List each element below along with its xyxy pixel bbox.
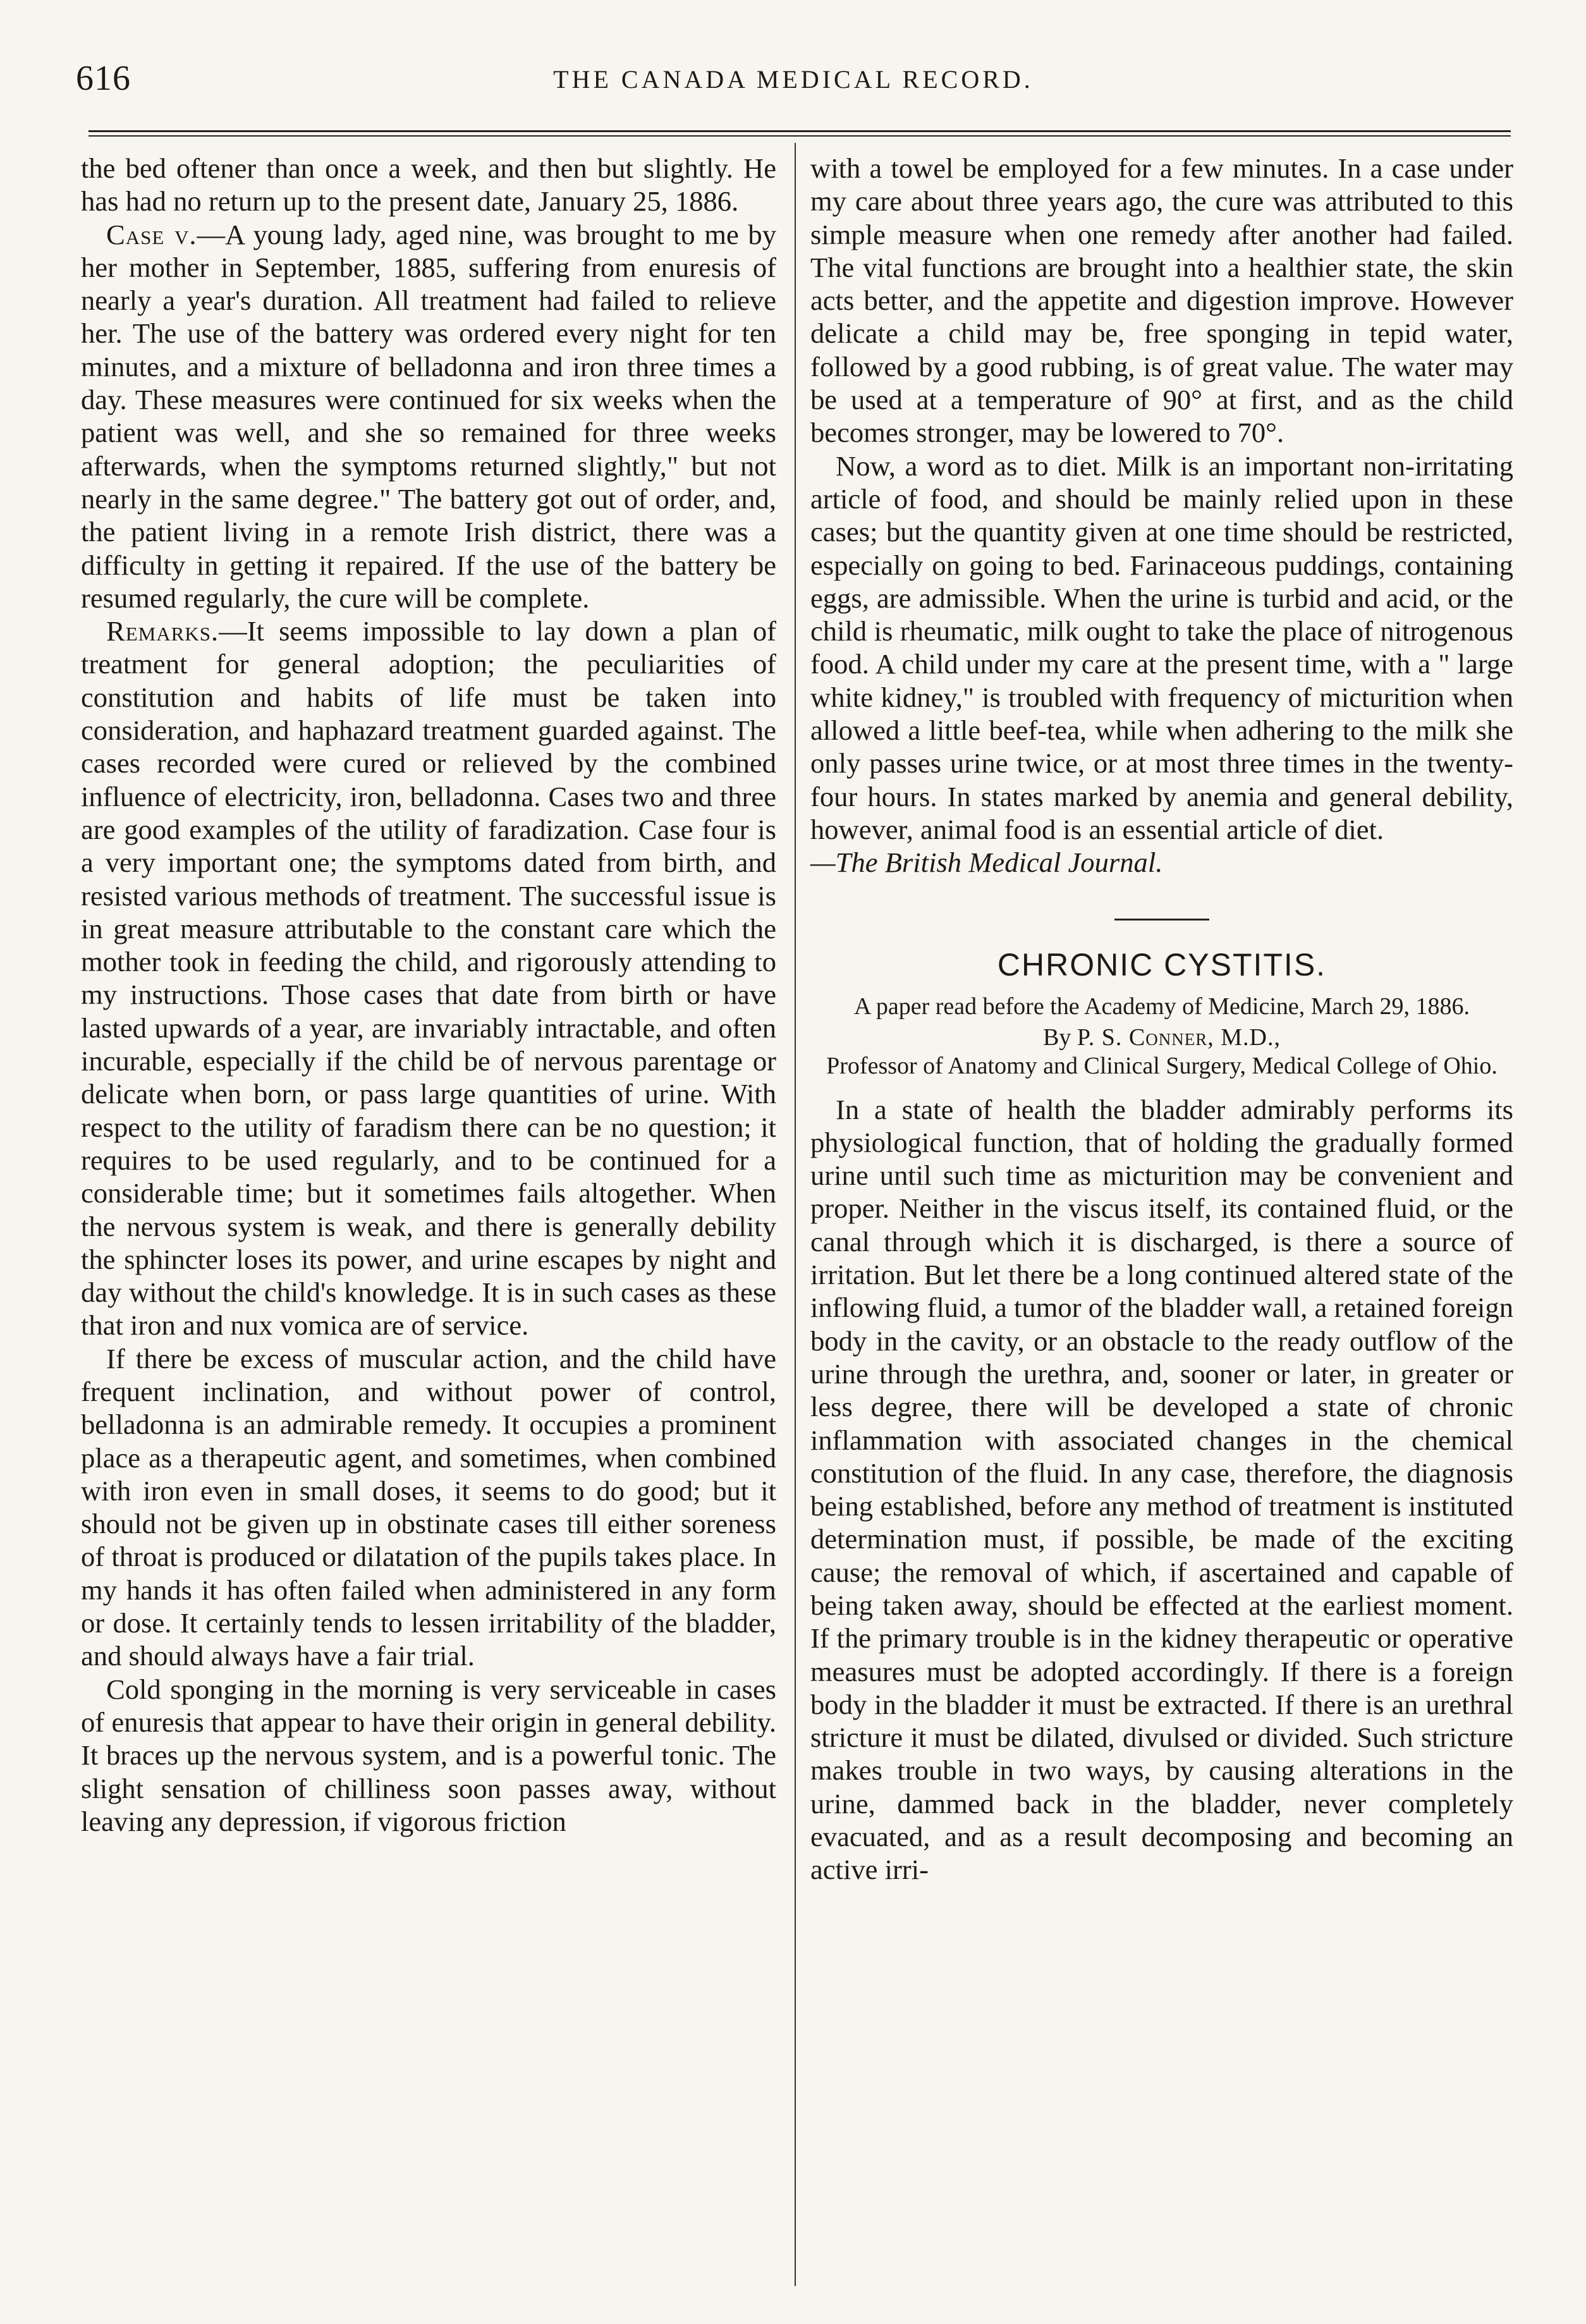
- paragraph-case-five: [81, 218, 776, 615]
- article-subtitle: A paper read before the Academy of Medicine, March 29, 1886.: [854, 993, 1470, 1020]
- remarks-label: Remarks.: [106, 615, 219, 647]
- paragraph-continuation: the bed oftener than once a week, and then but slightly. He has had no return up to the present date, January 25, 1886.: [81, 152, 776, 217]
- column-divider: [795, 143, 796, 2286]
- left-column: [81, 152, 776, 1838]
- paragraph-cystitis: In a state of health the bladder admirably performs its physiological function, that of holding the gradually formed urine until such time as micturition may be convenient and proper. Neither in the viscus itself, its contained fluid, or the canal through which it is discharged, is there a source of irritation. But let there be a long continued altered state of the inflowing fluid, a tumor of the bladder wall, a retained foreign body in the cavity, or an obstacle to the ready outflow of the urine through the urethra, and, sooner or later, in greater or less degree, there will be developed a state of chronic inflammation with associated changes in the chemical constitution of the fluid. In any case, therefore, the diagnosis being established, before any method of treatment is instituted determination must, if possible, be made of the exciting cause; the removal of which, if ascertained and capable of being taken away, should be effected at the earliest moment. If the primary trouble is in the kidney therapeutic or operative measures must be adopted accordingly. If there is a foreign body in the bladder it must be extracted. If there is an urethral stricture it must be dilated, divulsed or divided. Such stricture makes trouble in two ways, by causing alterations in the urine, dammed back in the bladder, never completely evacuated, and as a result decomposing and becoming an active irri-: [810, 1093, 1514, 1886]
- paragraph-remarks: [81, 615, 776, 1342]
- case-five-text: —A young lady, aged nine, was brought to me by her mother in September, 1885, suffering from enuresis of nearly a year's duration. All treatment had failed to relieve her. The use of the battery was ordered every night for ten minutes, and a mixture of belladonna and iron three times a day. These measures were continued for six weeks when the patient was well, and she so remained for three weeks afterwards, when the symptoms returned slightly," but not nearly in the same degree." The battery got out of order, and, the patient living in a remote Irish district, there was a difficulty in getting it repaired. If the use of the battery be resumed regularly, the cure will be complete.: [81, 218, 776, 614]
- author-affiliation: Professor of Anatomy and Clinical Surgery, Medical College of Ohio.: [826, 1052, 1498, 1079]
- case-five-label: Case v.: [106, 218, 197, 250]
- paragraph-towel: with a towel be employed for a few minutes. In a case under my care about three years ago, the cure was attributed to this simple measure when one remedy after another had failed. The vital functions are brought into a healthier state, the skin acts better, and the appetite and digestion improve. However delicate a child may be, free sponging in tepid water, followed by a good rubbing, is of great value. The water may be used at a temperature of 90° at first, and as the child becomes stronger, may be lowered to 70°.: [810, 152, 1513, 449]
- source-citation: —The British Medical Journal.: [810, 847, 1163, 879]
- paragraph-muscular-action: If there be excess of muscular action, and the child have frequent inclination, and without power of control, belladonna is an admirable remedy. It occupies a prominent place as a therapeutic agent, and sometimes, when combined with iron even in small doses, it seems to do good; but it should not be given up in obstinate cases till either soreness of throat is produced or dilatation of the pupils takes place. In my hands it has often failed when administered in any form or dose. It certainly tends to lessen irritability of the bladder, and should always have a fair trial.: [81, 1342, 776, 1672]
- page-number: 616: [76, 59, 131, 98]
- running-head: THE CANADA MEDICAL RECORD.: [553, 65, 1034, 94]
- right-column: [810, 152, 1513, 1887]
- paragraph-cold-sponging: Cold sponging in the morning is very serviceable in cases of enuresis that appear to have their origin in general debility. It braces up the nervous system, and is a powerful tonic. The slight sensation of chilliness soon passes away, without leaving any depression, if vigorous friction: [81, 1673, 776, 1837]
- article-author: [810, 1024, 1513, 1052]
- header-rule-top: [88, 130, 1511, 132]
- page-header: [76, 58, 1511, 115]
- section-rule: [1114, 919, 1209, 920]
- paragraph-diet: Now, a word as to diet. Milk is an important non-irritating article of food, and should be mainly relied upon in these cases; but the quantity given at one time should be restricted, especially on going to bed. Farinaceous puddings, containing eggs, are admissible. When the urine is turbid and acid, or the child is rheumatic, milk ought to take the place of nitrogenous food. A child under my care at the present time, with a " large white kidney," is troubled with frequency of micturition when allowed a little beef-tea, while when adhering to the milk she only passes urine twice, or at most three times in the twenty-four hours. In states marked by anemia and general debility, however, animal food is an essential article of diet.: [810, 450, 1513, 845]
- article-title: CHRONIC CYSTITIS.: [997, 946, 1327, 982]
- remarks-text: —It seems impossible to lay down a plan of treatment for general adoption; the peculiarities of constitution and habits of life must be taken into consideration, and haphazard treatment guarded against. The cases recorded were cured or relieved by the combined influence of electricity, iron, belladonna. Cases two and three are good examples of the utility of faradization. Case four is a very important one; the symptoms dated from birth, and resisted various methods of treatment. The successful issue is in great measure attributable to the constant care which the mother took in feeding the child, and rigorously attending to my instructions. Those cases that date from birth or have lasted upwards of a year, are invariably intractable, and often incurable, especially if the child be of nervous parentage or delicate when born, or pass large quantities of urine. With respect to the utility of faradism there can be no question; it requires to be used regularly, and to be continued for a considerable time; but it sometimes fails altogether. When the nervous system is weak, and there is generally debility the sphincter loses its power, and urine escapes by night and day without the child's knowledge. It is in such cases as these that iron and nux vomica are of service.: [81, 615, 776, 1342]
- author-name: P. S. Conner, M.D.,: [1077, 1024, 1281, 1051]
- author-by: By: [1043, 1024, 1071, 1051]
- header-rule-bottom: [88, 135, 1511, 137]
